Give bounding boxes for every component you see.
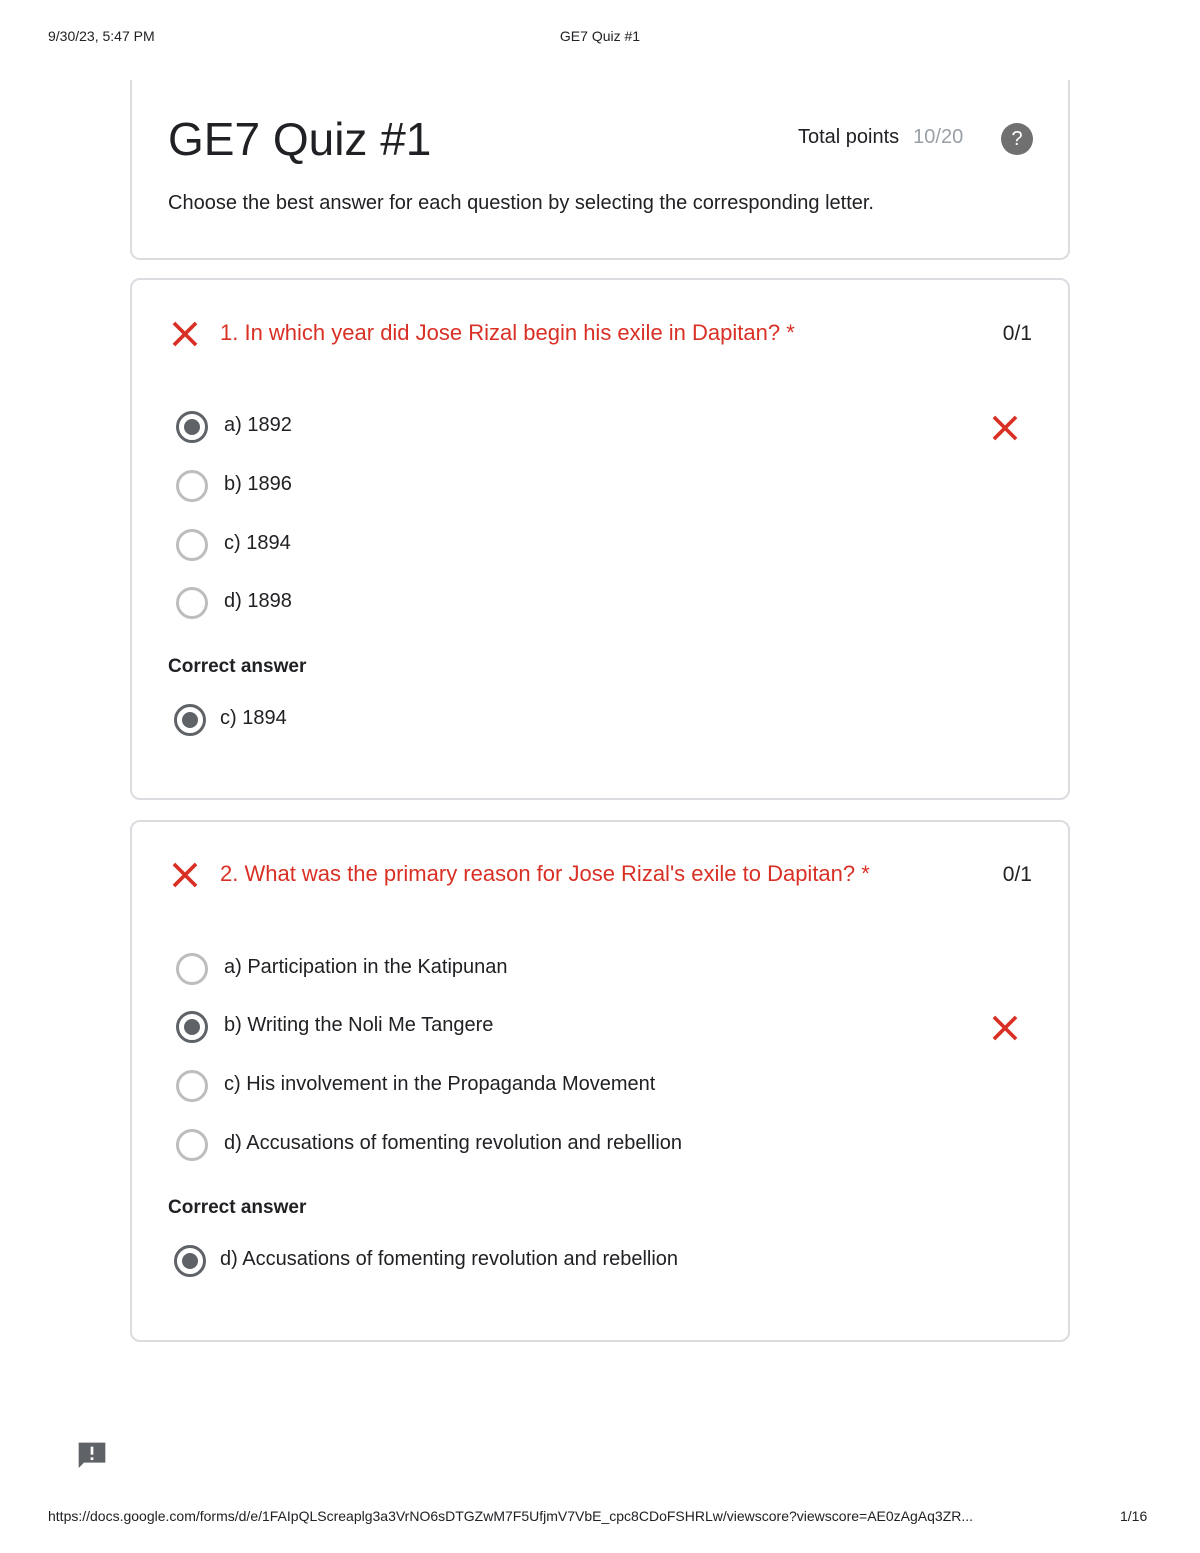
x-icon [172,862,198,888]
feedback-icon[interactable] [76,1440,108,1472]
print-page-number: 1/16 [1120,1508,1148,1524]
print-date: 9/30/23, 5:47 PM [48,28,155,44]
total-points [798,126,963,149]
radio-button[interactable] [176,529,208,561]
print-footer [0,1508,1200,1528]
total-points-value: 10/20 [913,126,964,148]
total-points-label: Total points [798,126,900,148]
radio-button[interactable] [176,1129,208,1161]
question-card-1 [130,278,1070,800]
option-label: d) Accusations of fomenting revolution and rebellion [224,1132,683,1154]
question-score: 0/1 [1002,322,1032,345]
question-title: 1. In which year did Jose Rizal begin his exile in Dapitan? * [220,320,795,345]
x-icon [172,321,198,347]
x-icon [992,415,1018,441]
option-label: b) Writing the Noli Me Tangere [224,1014,494,1036]
print-url: https://docs.google.com/forms/d/e/1FAIpQLScreaplg3a3VrNO6sDTGZwM7F5UfjmV7VbE_cpc8CDoFSHRLw/viewscore?viewscore=AE0zAgAq3ZR... [48,1508,974,1524]
quiz-header-card [130,80,1070,260]
radio-button[interactable] [176,1070,208,1102]
radio-button[interactable] [176,411,208,443]
option-label: a) Participation in the Katipunan [224,956,508,978]
question-card-2 [130,820,1070,1342]
radio-button[interactable] [176,953,208,985]
correct-answer-heading: Correct answer [168,656,307,677]
print-header [0,28,1200,48]
option-label: c) His involvement in the Propaganda Movement [224,1073,656,1095]
help-icon[interactable]: ? [1001,123,1033,155]
radio-button [174,1245,206,1277]
question-score: 0/1 [1002,863,1032,886]
question-title: 2. What was the primary reason for Jose Rizal's exile to Dapitan? * [220,861,870,886]
option-label: a) 1892 [224,414,292,436]
option-label: d) 1898 [224,590,292,612]
correct-answer-heading: Correct answer [168,1197,307,1218]
correct-answer-label: c) 1894 [220,707,287,729]
quiz-title: GE7 Quiz #1 [168,113,432,165]
radio-button[interactable] [176,470,208,502]
x-icon [992,1015,1018,1041]
print-doc-title: GE7 Quiz #1 [559,28,641,44]
radio-button[interactable] [176,587,208,619]
radio-button [174,704,206,736]
radio-button[interactable] [176,1011,208,1043]
quiz-description: Choose the best answer for each question by selecting the corresponding letter. [168,192,874,214]
option-label: b) 1896 [224,473,292,495]
correct-answer-label: d) Accusations of fomenting revolution and rebellion [220,1248,679,1270]
option-label: c) 1894 [224,532,291,554]
